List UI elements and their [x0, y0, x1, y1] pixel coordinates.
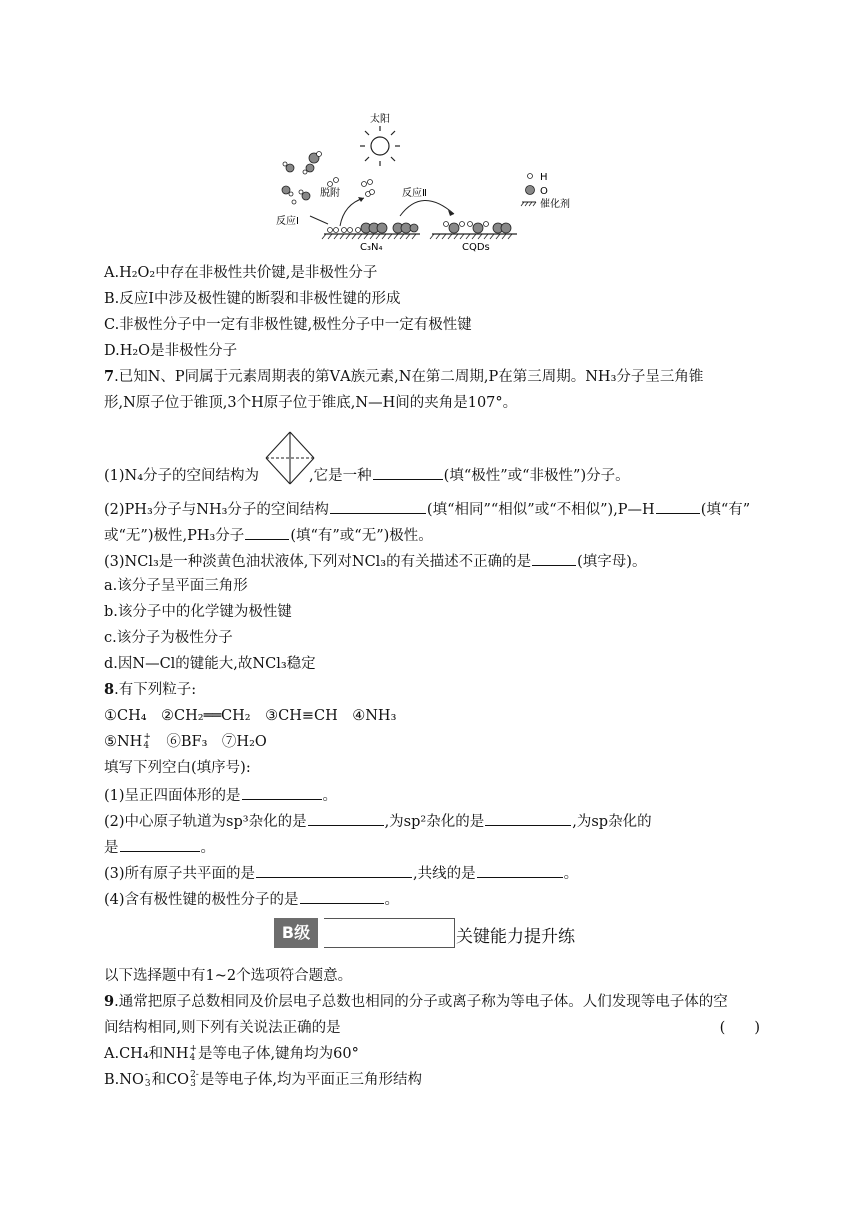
section-b-title: 关键能力提升练	[456, 927, 575, 947]
q7-blank-3[interactable]	[656, 498, 700, 514]
q8-number: 8	[104, 681, 115, 698]
q6-option-d: D.H₂O是非极性分子	[104, 343, 238, 359]
q8-blank-5[interactable]	[256, 862, 412, 878]
q8-part-4: (4)含有极性键的极性分子的是 。	[104, 888, 399, 910]
q6-option-b: B.反应Ⅰ中涉及极性键的断裂和非极性键的形成	[104, 291, 401, 307]
q6-option-a: A.H₂O₂中存在非极性共价键,是非极性分子	[104, 265, 378, 281]
q9-option-a: A.CH₄和NH + 4 是等电子体,键角均为60°	[104, 1044, 359, 1063]
q7-blank-1[interactable]	[373, 464, 443, 480]
q7-blank-4[interactable]	[245, 524, 289, 540]
catalyst-surface-icon	[521, 202, 536, 206]
c3n4-label: C₃N₄	[360, 242, 383, 253]
section-b-badge: B级	[274, 918, 318, 948]
desorb-label: 脱附	[320, 188, 340, 199]
oxygen-atom-icon	[526, 186, 535, 195]
q8-row-2: ⑤NH + 4 ⑥BF₃ ⑦H₂O	[104, 732, 267, 751]
hydrogen-atom-icon	[528, 174, 533, 179]
reaction-diagram	[272, 106, 572, 254]
choice-note: 以下选择题中有1~2个选项符合题意。	[104, 968, 353, 984]
q7-part-1: (1)N₄分子的空间结构为 ,它是一种 (填“极性”或“非极性”)分子。	[104, 464, 630, 486]
q7-number: 7	[104, 368, 115, 385]
q6-option-c: C.非极性分子中一定有非极性键,极性分子中一定有极性键	[104, 317, 472, 333]
sun-icon	[360, 126, 400, 166]
cqds-surface	[430, 222, 517, 240]
q8-blank-6[interactable]	[477, 862, 563, 878]
q7-part-3: (3)NCl₃是一种淡黄色油状液体,下列对NCl₃的有关描述不正确的是 (填字母)。	[104, 550, 646, 572]
q8-row-1: ①CH₄ ②CH₂══CH₂ ③CH≡CH ④NH₃	[104, 708, 397, 724]
q8-blank-3[interactable]	[485, 810, 571, 826]
q7-part-2-cont: 或“无”)极性,PH₃分子 (填“有”或“无”)极性。	[104, 524, 433, 546]
q8-intro: 8.有下列粒子:	[104, 681, 197, 698]
q7-intro-1: 7.已知N、P同属于元素周期表的第ⅤA族元素,N在第二周期,P在第三周期。NH₃分子呈三角锥	[104, 368, 704, 385]
legend	[521, 172, 570, 210]
q7-option-c: c.该分子为极性分子	[104, 630, 233, 646]
q9-number: 9	[104, 993, 115, 1010]
reaction2-arrow-icon	[400, 200, 454, 216]
legend-catalyst: 催化剂	[540, 199, 570, 210]
q7-option-d: d.因N—Cl的键能大,故NCl₃稳定	[104, 656, 316, 672]
q8-fill-instruction: 填写下列空白(填序号):	[104, 760, 251, 776]
q7-option-b: b.该分子中的化学键为极性键	[104, 604, 292, 620]
cqds-label: CQDs	[462, 242, 490, 253]
reaction2-label: 反应Ⅱ	[402, 188, 427, 199]
legend-o: O	[540, 186, 548, 197]
q7-intro-2: 形,N原子位于锥顶,3个H原子位于锥底,N—H间的夹角是107°。	[104, 395, 518, 411]
q8-blank-2[interactable]	[308, 810, 384, 826]
q8-part-1: (1)呈正四面体形的是 。	[104, 784, 337, 806]
q9-intro-1: 9.通常把原子总数相同及价层电子总数也相同的分子或离子称为等电子体。人们发现等电子体的空	[104, 993, 728, 1010]
q9-answer-paren[interactable]: ( )	[719, 1020, 760, 1036]
sun-label: 太阳	[370, 114, 390, 125]
q9-intro-2: 间结构相同,则下列有关说法正确的是 ( )	[104, 1020, 760, 1036]
q7-blank-2[interactable]	[330, 498, 426, 514]
q9-option-b: B.NO - 3 和CO 2- 3 是等电子体,均为平面正三角形结构	[104, 1070, 422, 1089]
q8-part-3: (3)所有原子共平面的是 ,共线的是 。	[104, 862, 578, 884]
q8-part-2-cont: 是 。	[104, 836, 215, 858]
desorb-arrow-icon	[340, 198, 364, 226]
q8-blank-4[interactable]	[120, 836, 200, 852]
legend-h: H	[540, 172, 548, 183]
q8-blank-1[interactable]	[242, 784, 322, 800]
q7-option-a: a.该分子呈平面三角形	[104, 578, 248, 594]
q8-blank-7[interactable]	[300, 888, 384, 904]
section-b-box	[324, 918, 455, 948]
c3n4-surface	[322, 223, 420, 239]
q7-blank-5[interactable]	[532, 550, 576, 566]
q7-part-2: (2)PH₃分子与NH₃分子的空间结构 (填“相同”“相似”或“不相似”),P—H (填“有”	[104, 498, 750, 520]
reaction1-label: 反应Ⅰ	[276, 216, 299, 227]
q8-part-2: (2)中心原子轨道为sp³杂化的是 ,为sp²杂化的是 ,为sp杂化的	[104, 810, 652, 832]
